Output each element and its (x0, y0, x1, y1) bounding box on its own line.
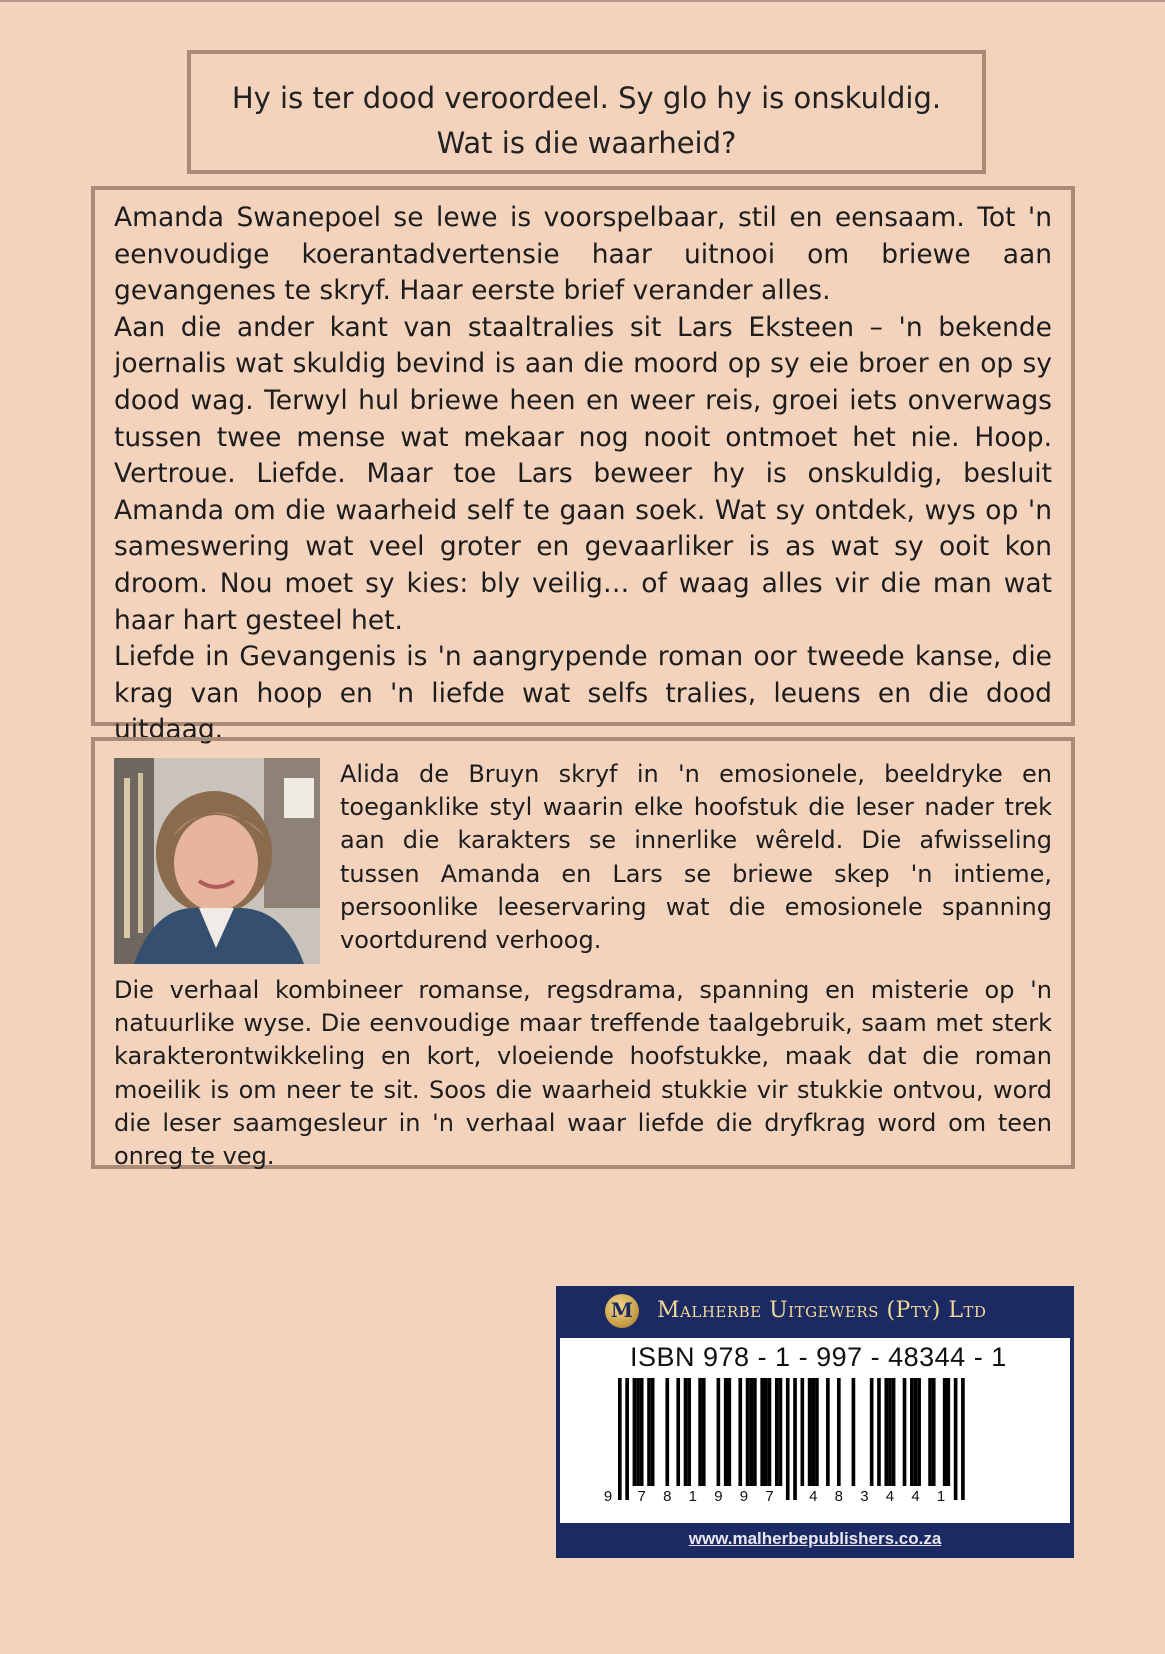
isbn-label: ISBN 978 - 1 - 997 - 48344 - 1 (630, 1342, 1007, 1372)
barcode-bar (618, 1378, 622, 1500)
barcode-bar (877, 1378, 881, 1486)
barcode-bar (764, 1378, 768, 1486)
barcode-bar (917, 1378, 921, 1486)
tagline-box (187, 50, 986, 174)
barcode-bar (837, 1378, 841, 1486)
author-portrait-image (114, 758, 320, 964)
barcode-bar (793, 1378, 797, 1500)
barcode-bar (717, 1378, 721, 1486)
barcode-bar (888, 1378, 892, 1486)
barcode-bar (702, 1378, 706, 1486)
top-edge-line (0, 0, 1165, 2)
publisher-name: Malherbe Uitgewers (Pty) Ltd (657, 1298, 987, 1323)
barcode-bar (910, 1378, 914, 1486)
barcode-bar (640, 1378, 644, 1486)
barcode-bar (870, 1378, 874, 1486)
barcode-bar (698, 1378, 702, 1486)
barcode-panel (556, 1286, 1074, 1558)
barcode-bar (928, 1378, 932, 1486)
barcode-bar (749, 1378, 753, 1486)
blurb-paragraph: Aan die ander kant van staaltralies sit Lars Eksteen – 'n bekende joernalis wat skuldig bevind is aan die moord op sy eie broer en op sy dood wag. Terwyl hul briewe heen en weer reis, groei iets onverwags tussen twee mense wat mekaar nog nooit ontmoet het nie. Hoop. Vertroue. Liefde. Maar toe Lars beweer hy is onskuldig, besluit Amanda om die waarheid self te gaan soek. Wat sy ontdek, wys op 'n sameswering wat veel groter en gevaarliker is as wat sy ooit kon droom. Nou moet sy kies: bly veilig… of waag alles vir die man wat haar hart gesteel het. (114, 311, 1052, 636)
barcode-bar (786, 1378, 790, 1500)
barcode-bar (903, 1378, 907, 1486)
barcode-bar (768, 1378, 772, 1486)
barcode-bar (884, 1378, 888, 1486)
blurb-paragraph: Amanda Swanepoel se lewe is voorspelbaar, stil en eensaam. Tot 'n eenvoudige koerantadvertensie haar uitnooi om briewe aan gevangenes te skryf. Haar eerste brief verander alles. (114, 202, 1052, 307)
barcode-digit: 4 (809, 1488, 818, 1505)
barcode-bar (687, 1378, 691, 1486)
barcode-bar (961, 1378, 965, 1500)
barcode-digit: 7 (765, 1488, 774, 1505)
barcode-digit: 1 (688, 1488, 697, 1505)
barcode-bar (954, 1378, 958, 1500)
barcode-digit: 9 (603, 1488, 613, 1505)
barcode-bar (947, 1378, 951, 1486)
blurb-box (91, 186, 1075, 746)
barcode-digit: 9 (739, 1488, 749, 1505)
barcode-bar (633, 1378, 637, 1486)
barcode-digit: 1 (936, 1488, 946, 1505)
barcode-digit: 4 (911, 1488, 920, 1505)
barcode-bar (914, 1378, 918, 1486)
barcode-bar (724, 1378, 728, 1486)
barcode-bar (815, 1378, 819, 1486)
barcode-graphic (560, 1338, 1070, 1523)
blurb-paragraph: Liefde in Gevangenis is 'n aangrypende roman oor tweede kanse, die krag van hoop en 'n liefde wat selfs tralies, leuens en die dood uitdaag. (114, 641, 1052, 746)
publisher-logo-letter: M (610, 1298, 634, 1322)
barcode-bar (753, 1378, 757, 1486)
barcode-digit: 8 (663, 1488, 672, 1505)
barcode-bar (684, 1378, 688, 1486)
publisher-header (556, 1286, 1074, 1338)
barcode-digit: 8 (834, 1488, 843, 1505)
barcode-bar (625, 1378, 629, 1500)
barcode-bar (775, 1378, 779, 1486)
barcode-bar (943, 1378, 947, 1486)
tagline-line-2: Wat is die waarheid? (436, 126, 737, 160)
book-description-paragraph: Die verhaal kombineer romanse, regsdrama, spanning en misterie op 'n natuurlike wyse. Die eenvoudige maar treffende taalgebruik, saam met sterk karakterontwikkeling en kort, vloeiende hoofstukke, maak dat die roman moeilik is om neer te sit. Soos die waarheid stukkie vir stukkie ontvou, word die leser saamgesleur in 'n verhaal waar liefde die dryfkrag word om teen onreg te veg. (114, 976, 1052, 1171)
barcode-bar (760, 1378, 764, 1486)
author-box (91, 737, 1075, 1169)
barcode-bar (636, 1378, 640, 1486)
barcode-bar (728, 1378, 732, 1486)
barcode-bar (801, 1378, 805, 1486)
barcode-bar (738, 1378, 742, 1486)
publisher-logo-icon (605, 1294, 639, 1328)
barcode-bar (808, 1378, 812, 1486)
barcode-bar (892, 1378, 896, 1486)
tagline-line-1: Hy is ter dood veroordeel. Sy glo hy is onskuldig. (231, 81, 942, 115)
barcode-bar (647, 1378, 651, 1486)
publisher-website-link[interactable]: www.malherbepublishers.co.za (688, 1529, 942, 1548)
barcode-bar (665, 1378, 669, 1486)
barcode-digit: 3 (860, 1488, 869, 1505)
barcode-bar (932, 1378, 936, 1486)
barcode-area (560, 1338, 1070, 1523)
barcode-bar (651, 1378, 655, 1486)
barcode-bar (852, 1378, 856, 1486)
barcode-digit: 9 (714, 1488, 723, 1505)
barcode-digit: 4 (885, 1488, 895, 1505)
barcode-bar (779, 1378, 783, 1486)
barcode-bar (676, 1378, 680, 1486)
barcode-bar (746, 1378, 750, 1486)
author-photo (114, 758, 320, 964)
barcode-digit: 7 (637, 1488, 646, 1505)
author-bio-paragraph: Alida de Bruyn skryf in 'n emosionele, beeldryke en toeganklike styl waarin elke hoofstuk die leser nader trek aan die karakters se innerlike wêreld. Die afwisseling tussen Amanda en Lars se briewe skep 'n intieme, persoonlike leeservaring wat die emosionele spanning voortdurend verhoog. (340, 760, 1052, 955)
barcode-bar (826, 1378, 830, 1486)
barcode-bar (811, 1378, 815, 1486)
